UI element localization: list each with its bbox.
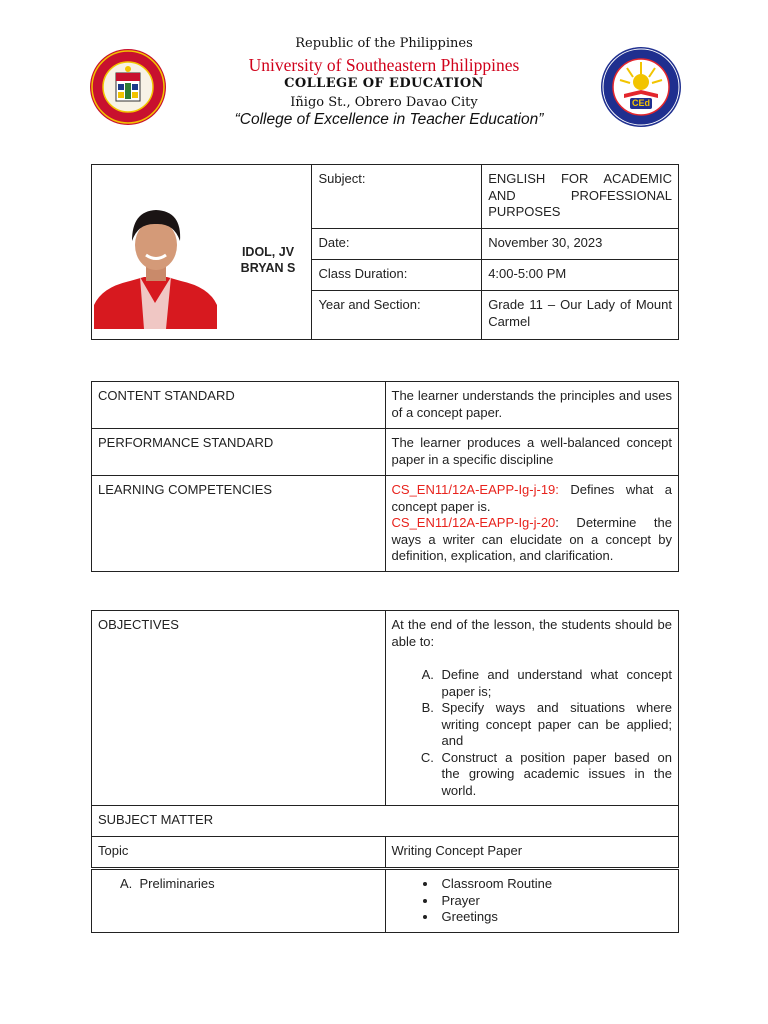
preliminary-item: • Prayer [438,893,673,910]
date-value: November 30, 2023 [482,229,679,260]
content-standard-label: CONTENT STANDARD [92,382,386,429]
subject-matter-heading: SUBJECT MATTER [92,806,679,837]
standards-table [91,381,679,572]
right-seal-abbr: CEd [632,98,650,108]
performance-standard-value: The learner produces a well-balanced concept paper in a specific discipline [385,429,678,476]
preliminaries-label [92,869,386,933]
teacher-name [228,244,308,276]
teacher-name-line1: IDOL, JV [241,245,295,259]
duration-value: 4:00-5:00 PM [482,260,679,291]
preliminary-item: • Classroom Routine [438,876,673,893]
section-value: Grade 11 – Our Lady of Mount Carmel [482,291,679,340]
objective-item: C. Construct a position paper based on the growing academic issues in the world. [438,750,673,800]
duration-label: Class Duration: [312,260,482,291]
performance-standard-label: PERFORMANCE STANDARD [92,429,386,476]
teacher-cell [92,165,312,340]
subject-value: ENGLISH FOR ACADEMIC AND PROFESSIONAL PURPOSES [482,165,679,229]
republic-line: Republic of the Philippines [295,36,473,51]
topic-label: Topic [92,837,386,869]
teacher-photo [94,205,217,329]
objectives-list [392,667,673,799]
preliminary-item: • Greetings [438,909,673,926]
competency-2-text: : Determine the ways a writer can elucidate on a concept by definition, explication, and clarification. [391,515,672,563]
competency-2-code: CS_EN11/12A-EAPP-Ig-j-20 [391,515,556,530]
university-name: University of Southeastern Philippines [248,55,520,75]
objective-item: B. Specify ways and situations where writing concept paper can be applied; and [438,700,673,750]
preliminaries-list [392,876,673,926]
objectives-intro: At the end of the lesson, the students should be able to: [391,617,672,649]
objectives-value [385,611,679,806]
address-line: Iñigo St., Obrero Davao City [290,95,478,110]
subject-label: Subject: [312,165,482,229]
competency-1-code: CS_EN11/12A-EAPP-Ig-j-19: [391,482,559,497]
learning-competencies-value [385,476,678,572]
date-label: Date: [312,229,482,260]
objectives-table [91,610,679,933]
content-standard-value: The learner understands the principles and uses of a concept paper. [385,382,678,429]
section-label: Year and Section: [312,291,482,340]
objective-item: A. Define and understand what concept paper is; [438,667,673,700]
competency-1-text: Defines what a concept paper is. [391,482,672,514]
class-info-table [91,164,679,340]
topic-value: Writing Concept Paper [385,837,679,869]
learning-competencies-label: LEARNING COMPETENCIES [92,476,386,572]
preliminaries-label-text: A. Preliminaries [120,876,215,891]
objectives-label: OBJECTIVES [92,611,386,806]
teacher-name-line2: BRYAN S [240,261,296,275]
motto: “College of Excellence in Teacher Education” [234,111,544,128]
college-name: COLLEGE OF EDUCATION [284,76,484,91]
preliminaries-value [385,869,679,933]
